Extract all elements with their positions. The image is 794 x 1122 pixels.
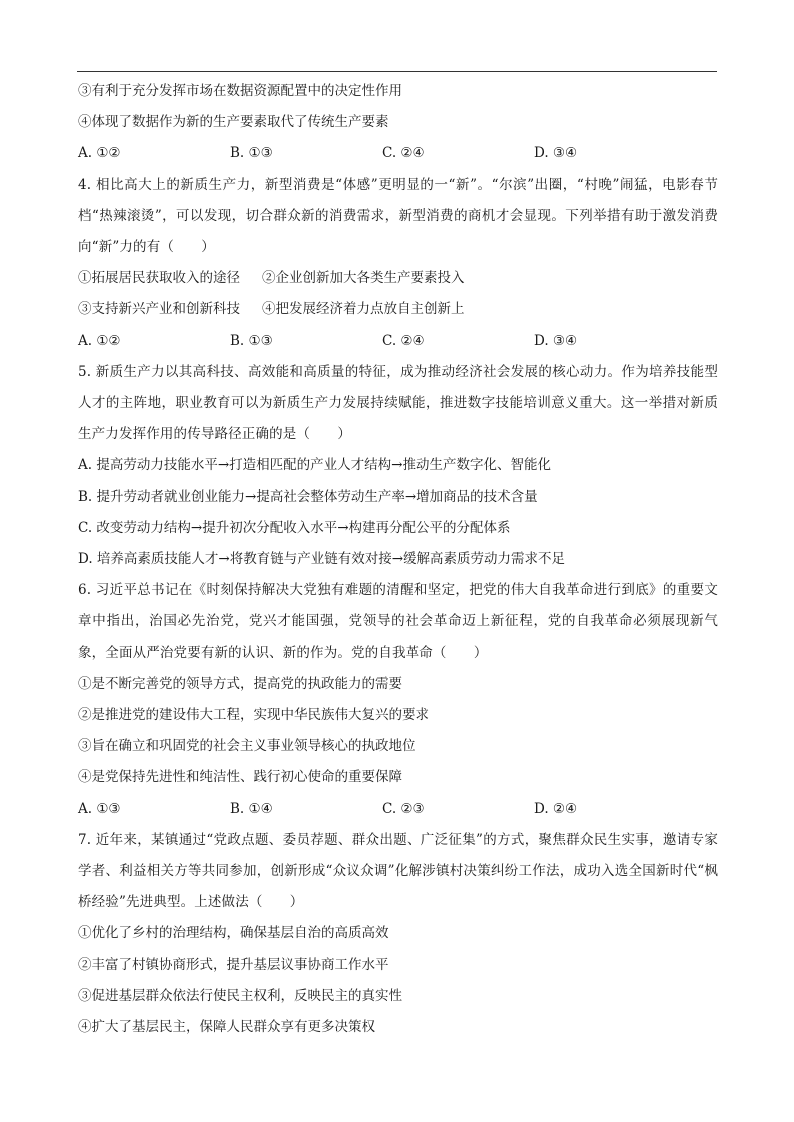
- choice-c: C. ②④: [382, 145, 425, 162]
- choice-d: D. ②④: [534, 800, 578, 817]
- choice-c: C. ②④: [382, 332, 425, 349]
- option-3: ③有利于充分发挥市场在数据资源配置中的决定性作用: [78, 83, 402, 99]
- question-4-options-row-1: [78, 263, 718, 294]
- question-4-stem: 4. 相比高大上的新质生产力，新型消费是“体感”更明显的一“新”。“尔滨”出圈，“村晚”闹猛，电影春节档“热辣滚烫”，可以发现，切合群众新的消费需求，新型消费的商机才会显现。下列举措有助于激发消费向“新”力的有（ ）: [78, 176, 718, 256]
- option-2: ②是推进党的建设伟大工程，实现中华民族伟大复兴的要求: [78, 707, 429, 724]
- question-5-stem: 5. 新质生产力以其高科技、高效能和高质量的特征，成为推动经济社会发展的核心动力。作为培养技能型人才的主阵地，职业教育可以为新质生产力发展持续赋能，推进数字技能培训意义重大。这一举措对新质生产力发挥作用的传导路径正确的是（ ）: [78, 363, 718, 443]
- choice-b: B. ①③: [230, 145, 273, 162]
- choice-d: D. ③④: [534, 332, 578, 349]
- choice-a: A. ①②: [78, 145, 121, 162]
- option-3: ③旨在确立和巩固党的社会主义事业领导核心的执政地位: [78, 738, 416, 755]
- option-2: ②丰富了村镇协商形式，提升基层议事协商工作水平: [78, 956, 389, 973]
- option-4: ④扩大了基层民主，保障人民群众享有更多决策权: [78, 1019, 375, 1036]
- choice-c: C. 改变劳动力结构→提升初次分配收入水平→构建再分配公平的分配体系: [78, 519, 511, 536]
- choice-d: D. ③④: [534, 145, 578, 162]
- choice-a: A. ①③: [78, 800, 121, 817]
- answer-choices: [78, 326, 718, 357]
- header-rule: [77, 71, 717, 72]
- choice-b: B. ①④: [230, 800, 273, 817]
- choice-c: C. ②③: [382, 800, 425, 817]
- option-1: ①优化了乡村的治理结构，确保基层自治的高质高效: [78, 925, 389, 942]
- answer-choices: [78, 138, 718, 169]
- choice-a: A. ①②: [78, 332, 121, 349]
- choice-b: B. 提升劳动者就业创业能力→提高社会整体劳动生产率→增加商品的技术含量: [78, 488, 538, 505]
- option-1: ①拓展居民获取收入的途径: [78, 270, 240, 287]
- question-content: [78, 76, 718, 1043]
- question-4-options-row-2: [78, 294, 718, 325]
- option-3: ③促进基层群众依法行使民主权利，反映民主的真实性: [78, 987, 402, 1004]
- option-4: ④体现了数据作为新的生产要素取代了传统生产要素: [78, 114, 389, 131]
- question-6-stem: 6. 习近平总书记在《时刻保持解决大党独有难题的清醒和坚定，把党的伟大自我革命进行到底》的重要文章中指出，治国必先治党，党兴才能国强，党领导的社会革命迈上新征程，党的自我革命必须展现新气象，全面从严治党要有新的认识、新的作为。党的自我革命（ ）: [78, 582, 718, 661]
- choice-d: D. 培养高素质技能人才→将教育链与产业链有效对接→缓解高素质劳动力需求不足: [78, 551, 566, 568]
- choice-a: A. 提高劳动力技能水平→打造相匹配的产业人才结构→推动生产数字化、智能化: [78, 457, 551, 474]
- answer-choices: [78, 794, 718, 825]
- choice-b: B. ①③: [230, 332, 273, 349]
- option-2: ②企业创新加大各类生产要素投入: [262, 270, 465, 287]
- option-1: ①是不断完善党的领导方式，提高党的执政能力的需要: [78, 675, 402, 692]
- option-3: ③支持新兴产业和创新科技: [78, 301, 240, 318]
- option-4: ④把发展经济着力点放自主创新上: [262, 301, 465, 318]
- question-7-stem: 7. 近年来，某镇通过“党政点题、委员荐题、群众出题、广泛征集”的方式，聚焦群众民生实事，邀请专家学者、利益相关方等共同参加，创新形成“众议众调”化解涉镇村决策纠纷工作法，成功入选全国新时代“枫桥经验”先进典型。上述做法（ ）: [78, 831, 718, 911]
- option-4: ④是党保持先进性和纯洁性、践行初心使命的重要保障: [78, 769, 402, 786]
